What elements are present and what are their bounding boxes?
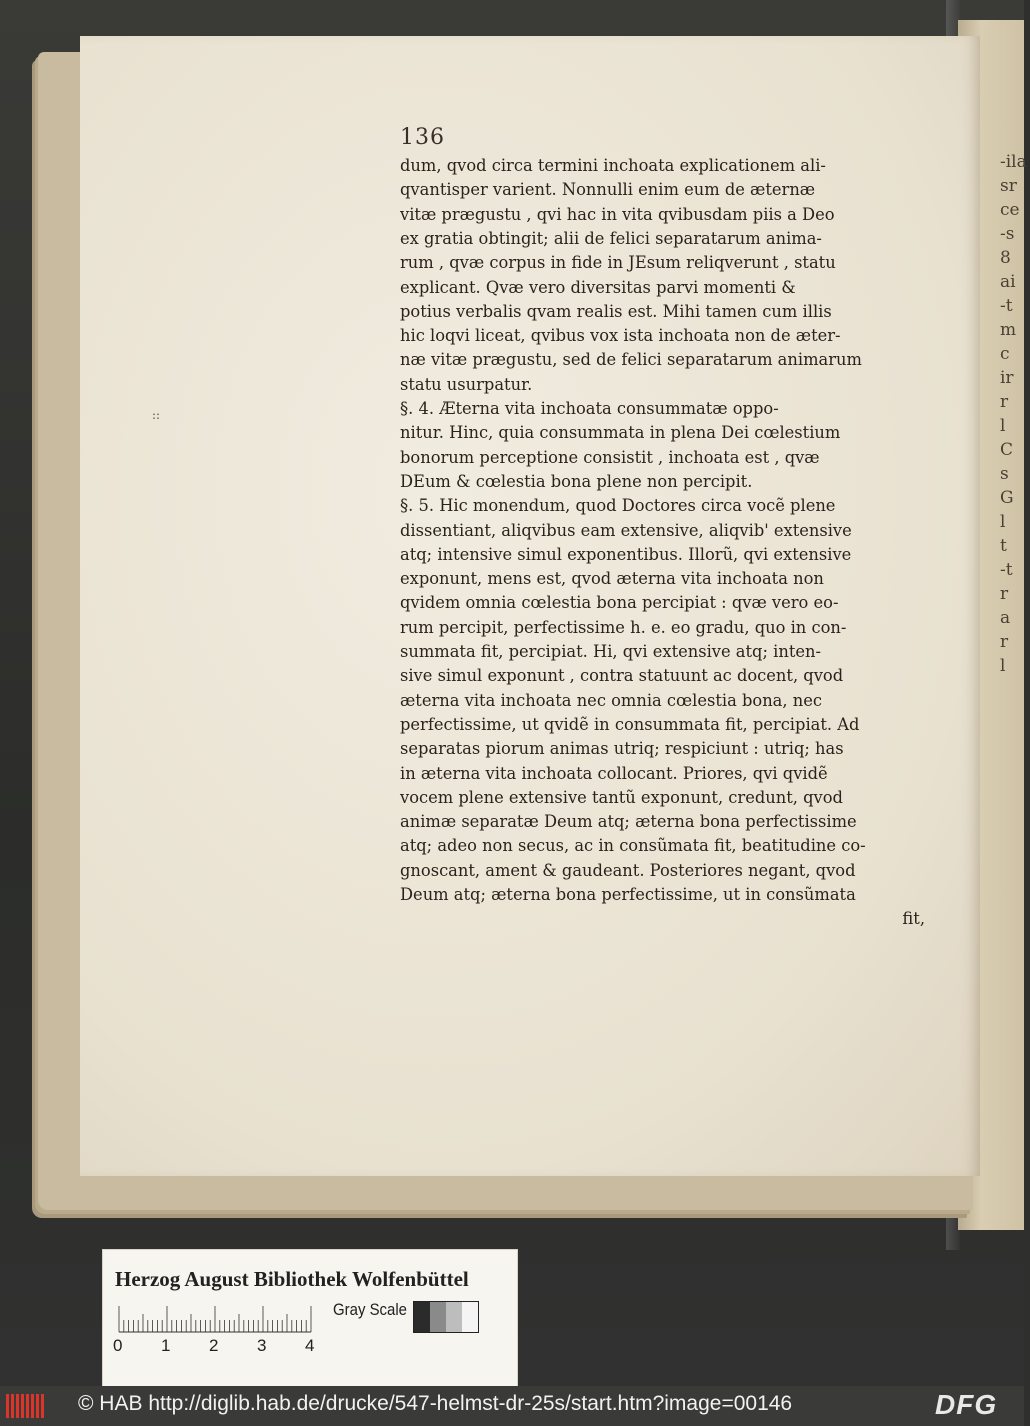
- facing-page-fragment: -t: [1000, 560, 1013, 580]
- gray-swatch: [430, 1302, 446, 1332]
- facing-page-fragment: c: [1000, 344, 1010, 364]
- facing-page-fragment: t: [1000, 536, 1007, 556]
- text-line: §. 5. Hic monendum, quod Doctores circa vocẽ plene: [400, 496, 836, 516]
- gray-scale-swatches: [413, 1301, 479, 1333]
- text-line: qvidem omnia cœlestia bona percipiat : qvæ vero eo-: [400, 593, 839, 613]
- facing-page-fragment: r: [1000, 392, 1009, 412]
- text-line: nitur. Hinc, quia consummata in plena Dei cœlestium: [400, 423, 841, 443]
- text-line: dissentiant, aliqvibus eam extensive, aliqvib' extensive: [400, 520, 852, 540]
- facing-page-fragment: -ila: [1000, 152, 1027, 172]
- facing-page-fragment: -t: [1000, 296, 1013, 316]
- facing-page-fragment: l: [1000, 512, 1006, 532]
- text-line: rum percipit, perfectissime h. e. eo gradu, quo in con-: [400, 617, 847, 637]
- text-line: rum , qvæ corpus in fide in JEsum reliqverunt , statu: [400, 253, 836, 273]
- text-line: exponunt, mens est, qvod æterna vita inchoata non: [400, 569, 824, 589]
- text-line: potius verbalis qvam realis est. Mihi tamen cum illis: [400, 301, 832, 321]
- text-line: atq; intensive simul exponentibus. Illorũ, qvi extensive: [400, 544, 852, 564]
- gray-scale-label: Gray Scale: [333, 1300, 408, 1319]
- facing-page-fragments: [1000, 150, 1030, 678]
- ruler-digits: [113, 1336, 333, 1358]
- text-line: sive simul exponunt , contra statuunt ac docent, qvod: [400, 666, 844, 686]
- text-line: bonorum perceptione consistit , inchoata est , qvæ: [400, 447, 820, 467]
- ruler-scale: [115, 1303, 315, 1333]
- text-line: vitæ prægustu , qvi hac in vita qvibusdam piis a Deo: [400, 204, 835, 224]
- color-target-card: [102, 1249, 518, 1388]
- facing-page-fragment: a: [1000, 608, 1011, 628]
- gray-swatch: [414, 1302, 430, 1332]
- ruler-digit: 0: [113, 1336, 123, 1355]
- text-line: æterna vita inchoata nec omnia cœlestia bona, nec: [400, 690, 822, 710]
- text-line: hic loqvi liceat, qvibus vox ista inchoata non de æter-: [400, 326, 841, 346]
- gutter-marks: ::: [152, 408, 161, 422]
- gray-swatch: [462, 1302, 478, 1332]
- hab-logo-icon: [6, 1394, 46, 1418]
- facing-page-fragment: s: [1000, 464, 1009, 484]
- text-line: in æterna vita inchoata collocant. Priores, qvi qvidẽ: [400, 763, 828, 783]
- ruler-digit: 2: [209, 1336, 219, 1355]
- text-line: animæ separatæ Deum atq; æterna bona perfectissime: [400, 812, 857, 832]
- text-line: vocem plene extensive tantũ exponunt, credunt, qvod: [400, 787, 843, 807]
- library-name: Herzog August Bibliothek Wolfenbüttel: [115, 1267, 469, 1291]
- text-line: §. 4. Æterna vita inchoata consummatæ oppo-: [400, 399, 779, 418]
- text-line: summata fit, percipiat. Hi, qvi extensive atq; inten-: [400, 642, 821, 661]
- footer-bar: [0, 1386, 1024, 1426]
- text-line: explicant. Qvæ vero diversitas parvi momenti &: [400, 277, 796, 297]
- text-line: dum, qvod circa termini inchoata explicationem ali-: [400, 156, 826, 175]
- facing-page-fragment: r: [1000, 632, 1009, 652]
- text-line: Deum atq; æterna bona perfectissime, ut in consũmata: [400, 885, 856, 904]
- page-number: 136: [400, 125, 445, 150]
- gray-swatch: [446, 1302, 462, 1332]
- text-line: ex gratia obtingit; alii de felici separatarum anima-: [400, 228, 822, 248]
- facing-page-fragment: ce: [1000, 200, 1020, 220]
- text-line: næ vitæ prægustu, sed de felici separatarum animarum: [400, 350, 862, 370]
- text-line: gnoscant, ament & gaudeant. Posteriores negant, qvod: [400, 860, 856, 880]
- facing-page-fragment: r: [1000, 584, 1009, 604]
- dfg-logo: DFG: [935, 1389, 998, 1420]
- ruler-digit: 4: [305, 1336, 315, 1355]
- facing-page-fragment: G: [1000, 488, 1014, 508]
- facing-page-fragment: 8: [1000, 248, 1011, 268]
- ruler-digit: 1: [161, 1336, 171, 1355]
- text-line: atq; adeo non secus, ac in consũmata fit, beatitudine co-: [400, 836, 866, 856]
- text-line: qvantisper varient. Nonnulli enim eum de æternæ: [400, 180, 816, 200]
- text-line: statu usurpatur.: [400, 374, 533, 394]
- facing-page-fragment: C: [1000, 440, 1014, 460]
- text-line: DEum & cœlestia bona plene non percipit.: [400, 471, 753, 491]
- text-line: perfectissime, ut qvidẽ in consummata fit, percipiat. Ad: [400, 714, 860, 734]
- citation-link[interactable]: © HAB http://diglib.hab.de/drucke/547-helmst-dr-25s/start.htm?image=00146: [78, 1392, 793, 1415]
- ruler-digit: 3: [257, 1336, 267, 1355]
- facing-page-fragment: l: [1000, 416, 1006, 436]
- facing-page-fragment: ai: [1000, 272, 1016, 292]
- catchword: fit,: [902, 909, 925, 929]
- facing-page-fragment: m: [1000, 320, 1017, 340]
- facing-page-fragment: ir: [1000, 368, 1014, 388]
- facing-page-fragment: -s: [1000, 224, 1015, 244]
- text-line: separatas piorum animas utriq; respiciunt : utriq; has: [400, 739, 844, 759]
- facing-page-fragment: sr: [1000, 176, 1017, 196]
- facing-page-fragment: l: [1000, 656, 1006, 676]
